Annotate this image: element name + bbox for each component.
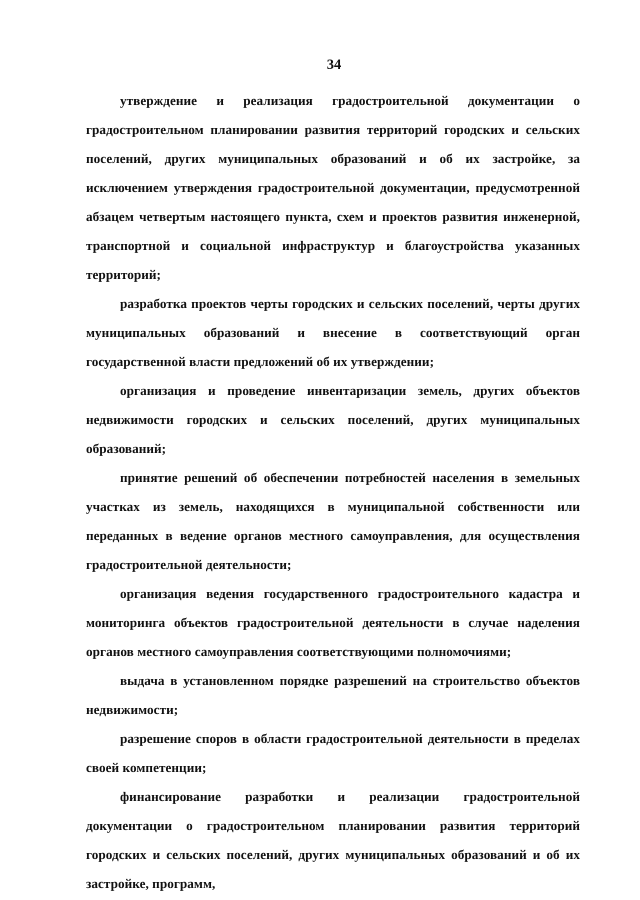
paragraph-4: принятие решений об обеспечении потребностей населения в земельных участках из земель, находящихся в муниципальной собственности или переданных в ведение органов местного самоуправления, для осуществления градостроительной деятельности; (86, 470, 580, 572)
paragraph-2: разработка проектов черты городских и сельских поселений, черты других муниципальных образований и внесение в соответствующий орган государственной власти предложений об их утверждении; (86, 296, 580, 369)
paragraph-5: организация ведения государственного градостроительного кадастра и мониторинга объектов градостроительной деятельности в случае наделения органов местного самоуправления соответствующими полномочиями; (86, 586, 580, 659)
paragraph-7: разрешение споров в области градостроительной деятельности в пределах своей компетенции; (86, 731, 580, 775)
paragraph-8: финансирование разработки и реализации градостроительной документации о градостроительном планировании развития территорий городских и сельских поселений, других муниципальных образований и об их застройке, программ, (86, 789, 580, 891)
page-number: 34 (326, 57, 342, 73)
document-body (86, 86, 580, 898)
paragraph-6: выдача в установленном порядке разрешений на строительство объектов недвижимости; (86, 673, 580, 717)
paragraph-3: организация и проведение инвентаризации земель, других объектов недвижимости городских и сельских поселений, других муниципальных образований; (86, 383, 580, 456)
paragraph-1: утверждение и реализация градостроительной документации о градостроительном планировании развития территорий городских и сельских поселений, других муниципальных образований и об их застройке, за исключением утверждения градостроительной документации, предусмотренной абзацем четвертым настоящего пункта, схем и проектов развития инженерной, транспортной и социальной инфраструктур и благоустройства указанных территорий; (86, 93, 580, 282)
